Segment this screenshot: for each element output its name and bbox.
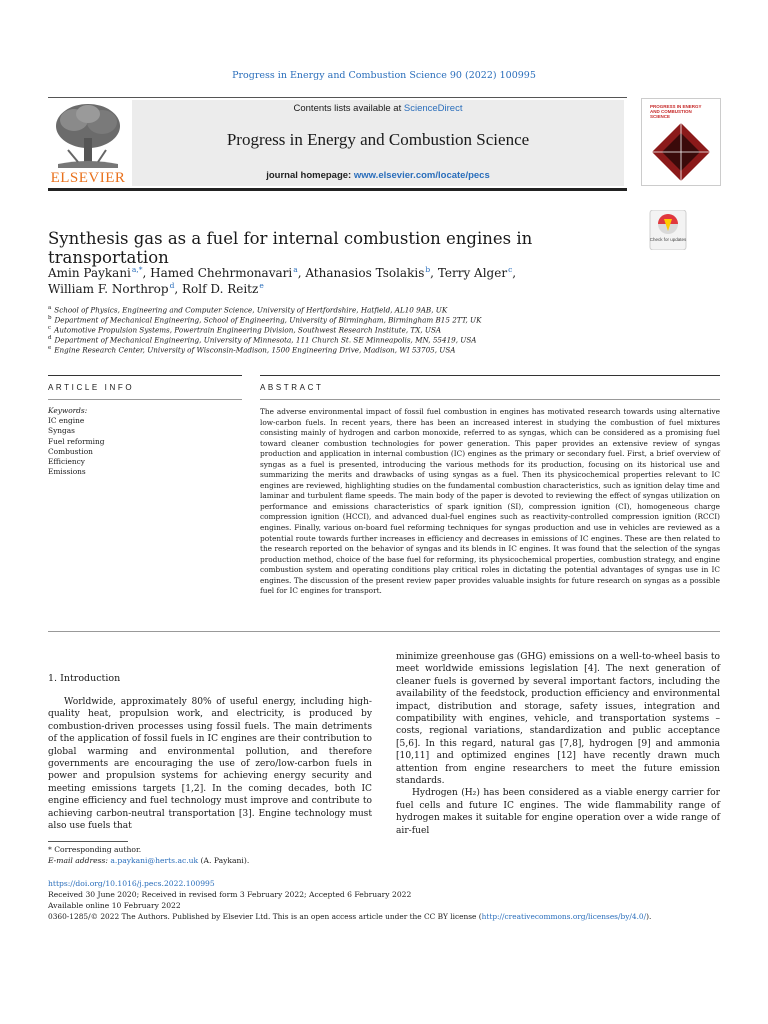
contents-prefix: Contents lists available at (293, 103, 404, 114)
abstract-text: The adverse environmental impact of fossil fuel combustion in engines has motivated research towards using alternative low-carbon fuels. In recent years, there has been an increased interest in studying the combustion of fuel mixtures consisting mainly of hydrogen and carbon monoxide, referred to as syngas, which can be considered as a promising fuel toward cleaner combustion technologies for power generation. This paper provides an extensive review of syngas production and application in internal combustion (IC) engines as the primary or secondary fuel. First, a brief overview of syngas as a fuel is presented, introducing the various methods for its production, focusing on its historical use and summarizing the merits and drawbacks of using syngas as a fuel. Then its physicochemical properties relevant to IC engines are reviewed, highlighting studies on the fundamental combustion characteristics, such as ignition delay time and laminar and turbulent flame speeds. The main body of the paper is devoted to reviewing the effect of syngas utilization on performance and emissions characteristics of spark ignition (SI), compression ignition (CI), homogeneous charge compression ignition (HCCI), and advanced dual-fuel engines such as reactivity-controlled compression ignition (RCCI) engines. Finally, various on-board fuel reforming techniques for syngas production and use in vehicles are reviewed as a potential route towards further increases in efficiency and decreases in emissions of IC engines. These are then related to the research reported on the behavior of syngas and its blends in IC engines. It was found that the selection of the syngas production method, choice of the base fuel for reforming, its physicochemical properties, combustion strategy, and engine combustion system and operating conditions play critical roles in dictating the potential advantages of syngas use in IC engines. The discussion of the present review paper provides valuable insights for future research on syngas as a possible fuel for IC engines for transport. (260, 407, 720, 596)
affiliation-text: School of Physics, Engineering and Computer Science, University of Hertfordshire, Hatfield, AL10 9AB, UK (54, 305, 448, 315)
author-affiliation-marker[interactable]: a (293, 265, 298, 274)
body-column-right (396, 651, 720, 837)
keyword-item: IC engine (48, 416, 85, 426)
affiliation (48, 315, 728, 324)
author-affiliation-marker[interactable]: c (508, 265, 513, 274)
body-column-left (48, 696, 372, 832)
received-dates: Received 30 June 2020; Received in revised form 3 February 2022; Accepted 6 February 2022 (48, 890, 412, 899)
cover-artwork-icon (650, 121, 712, 183)
author-name[interactable]: William F. Northrop (48, 282, 169, 296)
affiliation-key: b (48, 315, 52, 321)
copyright-suffix: ). (646, 912, 652, 921)
affiliation-text: Automotive Propulsion Systems, Powertrain Engineering Division, Southwest Research Institute, TX, USA (54, 325, 442, 335)
affiliation (48, 335, 728, 344)
keyword-item: Emissions (48, 467, 86, 477)
doi-link[interactable]: https://doi.org/10.1016/j.pecs.2022.100995 (48, 879, 215, 888)
abstract-divider-lower (260, 399, 720, 400)
check-for-updates-icon[interactable] (646, 210, 690, 250)
affiliation-key: c (48, 325, 52, 331)
affiliation (48, 325, 728, 334)
email-label: E-mail address: (48, 856, 108, 865)
affiliation-key: d (48, 335, 52, 341)
email-suffix: (A. Paykani). (198, 856, 250, 865)
author-affiliation-marker[interactable]: e (259, 281, 264, 290)
keyword-item: Syngas (48, 426, 75, 436)
body-paragraph: minimize greenhouse gas (GHG) emissions on a well-to-wheel basis to meet worldwide emissions legislation [4]. The next generation of cleaner fuels is governed by several important factors, including the availability of the feedstock, production efficiency and environmental impact, distribution and storage, safety issues, integration and compatibility with engines, vehicle, and transportation systems – costs, regional variations, standardization and public acceptance [5,6]. In this regard, natural gas [7,8], hydrogen [9] and ammonia [10,11] and optimized engines [12] have recently drawn much attention from engine researchers to meet the future emission standards. (396, 652, 720, 787)
elsevier-wordmark: ELSEVIER (50, 170, 126, 186)
keyword-item: Efficiency (48, 457, 85, 467)
cover-title: PROGRESS IN ENERGY AND COMBUSTION SCIENCE (650, 104, 702, 119)
article-info-heading: ARTICLE INFO (48, 383, 135, 392)
masthead-divider-top (48, 97, 627, 98)
author-affiliation-marker[interactable]: b (425, 265, 431, 274)
corresponding-author-note: * Corresponding author. (48, 845, 142, 854)
crossmark-label: Check for updates (649, 237, 687, 242)
body-paragraph: Worldwide, approximately 80% of useful energy, including high-quality heat, propulsion work, and electricity, is produced by combustion-driven processes using fossil fuels. The main detriments of the application of fossil fuels in IC engines are their contribution to global warming and environmental pollution, and therefore governments are encouraging the use of zero/low-carbon fuels in power and propulsion systems for achieving energy security and meeting emissions targets [1,2]. In the coming decades, both IC engine efficiency and fuel technology must improve and contribute to achieving carbon-neutral transportation [3]. Engine technology must also use fuels that (48, 697, 372, 832)
affiliation (48, 345, 728, 354)
journal-title: Progress in Energy and Combustion Science (226, 130, 530, 149)
license-link[interactable]: http://creativecommons.org/licenses/by/4.0/ (481, 912, 647, 921)
copyright-text: 0360-1285/© 2022 The Authors. Published by Elsevier Ltd. This is an open access article under the CC BY license ( (48, 912, 482, 921)
available-online-date: Available online 10 February 2022 (48, 901, 181, 910)
sciencedirect-link[interactable]: ScienceDirect (403, 103, 463, 114)
author-affiliation-marker[interactable]: a,* (131, 265, 143, 274)
affiliation-text: Engine Research Center, University of Wisconsin-Madison, 1500 Engineering Drive, Madison, WI 53705, USA (54, 345, 456, 355)
email-footnote (48, 856, 249, 865)
article-title: Synthesis gas as a fuel for internal combustion engines in transportation (48, 229, 533, 267)
article-info-divider-lower (48, 399, 242, 400)
keywords-label: Keywords: (48, 406, 88, 415)
abstract-heading: ABSTRACT (260, 383, 324, 392)
contents-availability-line (132, 103, 624, 114)
affiliation-key: a (48, 305, 52, 311)
author-name[interactable]: Rolf D. Reitz (182, 282, 259, 296)
keyword-item: Fuel reforming (48, 436, 105, 446)
article-info-divider (48, 375, 242, 376)
journal-cover-thumbnail[interactable] (641, 98, 721, 186)
affiliation-text: Department of Mechanical Engineering, School of Engineering, University of Birmingham, Birmingham B15 2TT, UK (54, 315, 482, 325)
author-name[interactable]: Terry Alger (437, 266, 508, 280)
abstract-divider (260, 375, 720, 376)
homepage-label: journal homepage: (266, 170, 354, 181)
author-name[interactable]: Amin Paykani (48, 266, 131, 280)
author-list-line-1: Amin Paykani$^{a,*}$, Hamed Chehrmonavari$^a$, Athanasios Tsolakis$^b$, Terry Alger$^c$, (48, 265, 517, 280)
affiliation-key: e (48, 345, 52, 351)
author-affiliation-marker[interactable]: d (169, 281, 175, 290)
journal-citation[interactable]: Progress in Energy and Combustion Science 90 (2022) 100995 (232, 70, 536, 81)
masthead-divider-bottom (48, 188, 627, 191)
section-heading-introduction: 1. Introduction (48, 673, 121, 684)
footnote-divider (48, 841, 128, 842)
author-name[interactable]: Hamed Chehrmonavari (150, 266, 293, 280)
affiliation (48, 305, 728, 314)
copyright-line (48, 912, 728, 921)
author-name[interactable]: Athanasios Tsolakis (305, 266, 425, 280)
abstract-end-divider (48, 631, 720, 632)
keyword-item: Combustion (48, 446, 93, 456)
affiliation-text: Department of Mechanical Engineering, University of Minnesota, 111 Church St. SE Minneapolis, MN, 55419, USA (54, 335, 477, 345)
keywords-section (48, 406, 238, 477)
author-email-link[interactable]: a.paykani@herts.ac.uk (110, 856, 199, 865)
body-paragraph: Hydrogen (H₂) has been considered as a viable energy carrier for fuel cells and future IC engines. The wide flammability range of hydrogen makes it suitable for engine operation over a wide range of air-fuel (396, 788, 720, 836)
author-list-line-2: William F. Northrop$^d$, Rolf D. Reitz$^e$ (48, 281, 264, 296)
journal-homepage-link[interactable]: www.elsevier.com/locate/pecs (353, 170, 490, 181)
journal-homepage-line (132, 170, 624, 181)
